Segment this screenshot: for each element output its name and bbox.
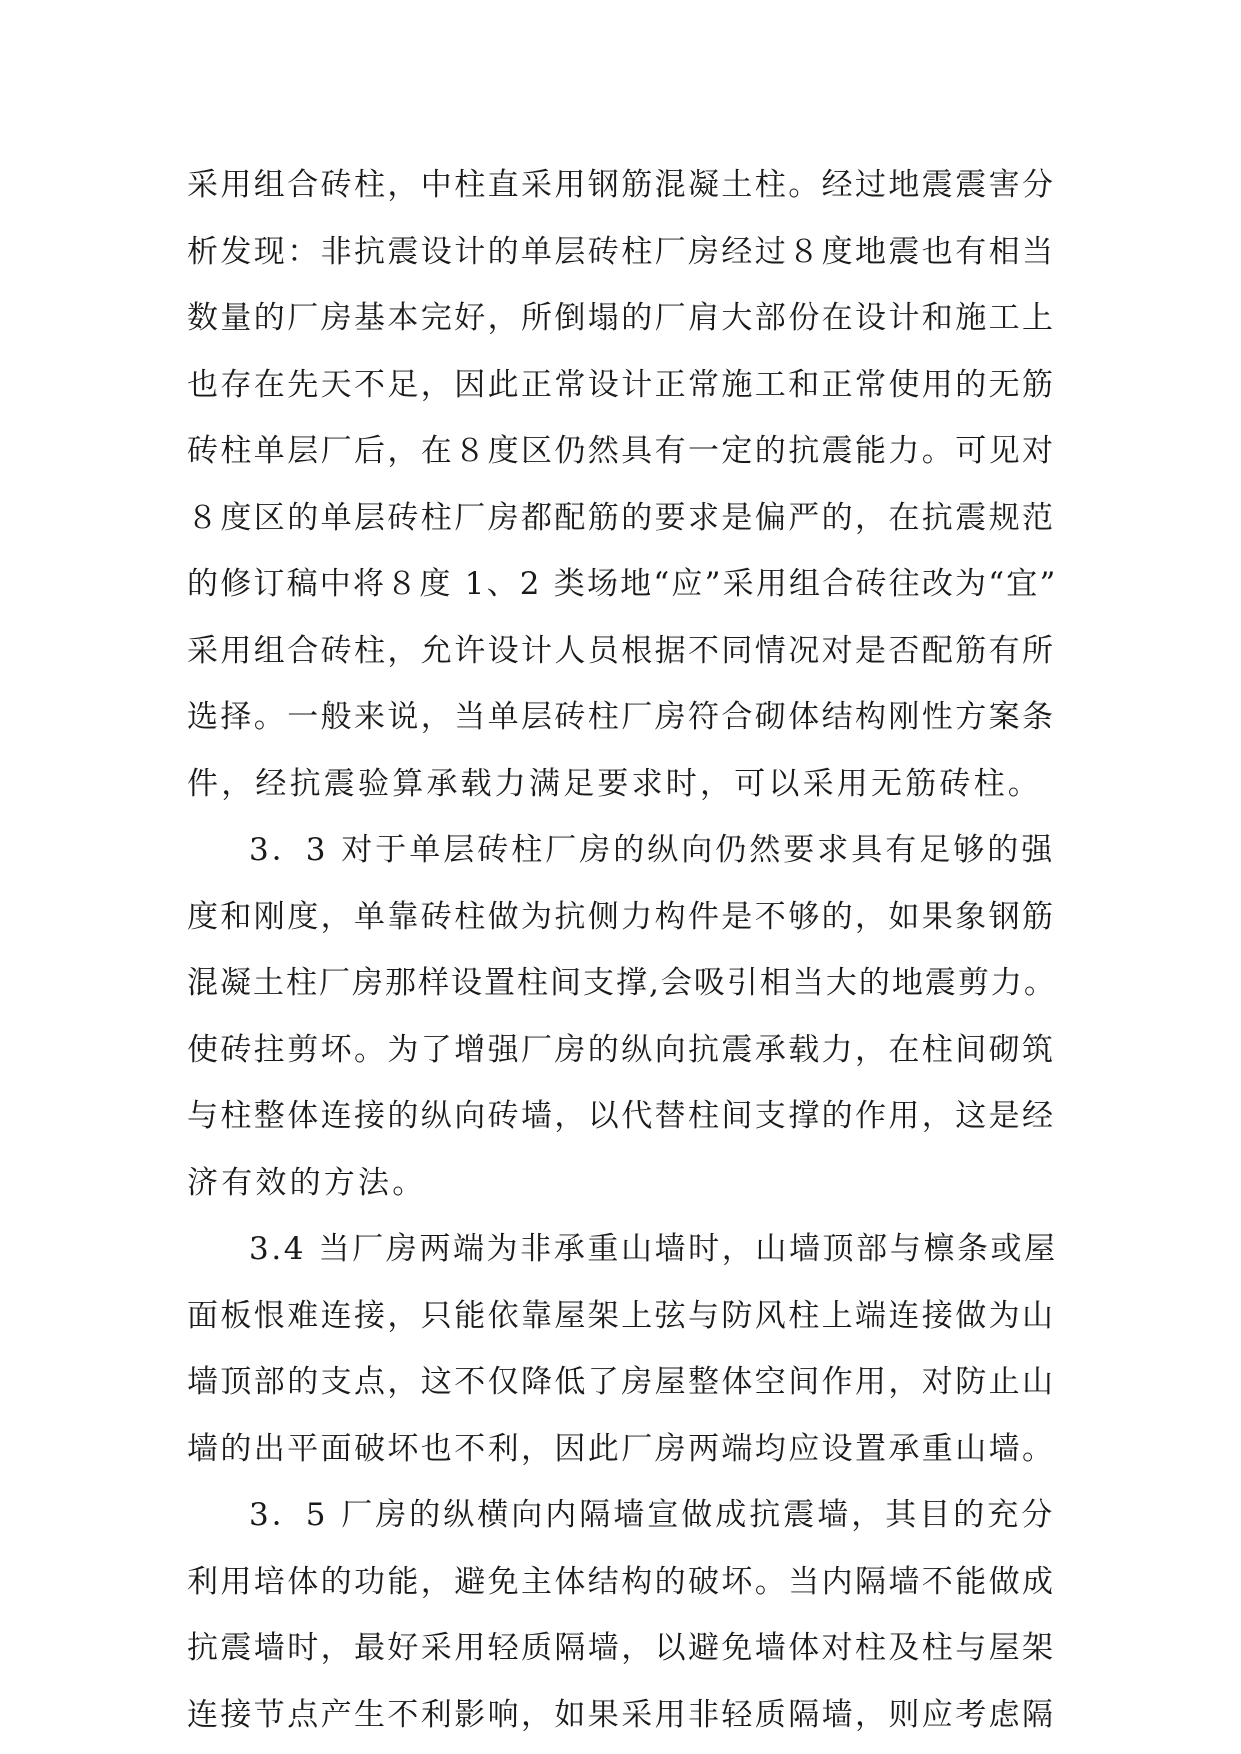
- text-line: 抗震墙时，最好采用轻质隔墙，以避免墙体对柱及柱与屋架: [187, 1630, 1056, 1666]
- text-line: 混凝土柱厂房那样设置柱间支撑,会吸引相当大的地震剪力。: [187, 965, 1057, 1001]
- text-line: 件，经抗震验算承载力满足要求时，可以采用无筋砖柱。: [187, 765, 1042, 802]
- text-line: 连接节点产生不利影响，如果采用非轻质隔墙，则应考虑隔: [187, 1696, 1056, 1733]
- text-line: 砖柱单层厂后，在８度区仍然具有一定的抗震能力。可见对: [187, 433, 1056, 469]
- text-line: 与柱整体连接的纵向砖墙，以代替柱间支撑的作用，这是经: [187, 1098, 1056, 1134]
- text-line: 墙的出平面破坏也不利，因此厂房两端均应设置承重山墙。: [187, 1430, 1056, 1467]
- text-line: ８度区的单层砖柱厂房都配筋的要求是偏严的，在抗震规范: [187, 499, 1056, 536]
- text-line: 3．3 对于单层砖柱厂房的纵向仍然要求具有足够的强: [249, 832, 1056, 868]
- text-line: 选择。一般来说，当单层砖柱厂房符合砌体结构刚性方案条: [187, 699, 1056, 735]
- text-line: 3．5 厂房的纵横向内隔墙宣做成抗震墙，其目的充分: [249, 1497, 1056, 1533]
- text-line: 数量的厂房基本完好，所倒塌的厂肩大部份在设计和施工上: [187, 300, 1056, 336]
- text-line: 3.4 当厂房两端为非承重山墙时，山墙顶部与檩条或屋: [249, 1231, 1058, 1267]
- text-line: 的修订稿中将８度 1、2 类场地“应”采用组合砖往改为“宜”: [187, 566, 1058, 602]
- body-text: [187, 152, 1057, 1748]
- text-line: 度和刚度，单靠砖柱做为抗侧力构件是不够的，如果象钢筋: [187, 898, 1056, 935]
- text-line: 也存在先天不足，因此正常设计正常施工和正常使用的无筋: [187, 366, 1056, 403]
- text-line: 墙顶部的支点，这不仅降低了房屋整体空间作用，对防止山: [187, 1364, 1056, 1400]
- text-line: 面板恨难连接，只能依靠屋架上弦与防风柱上端连接做为山: [187, 1297, 1056, 1334]
- text-line: 采用组合砖柱，中柱直采用钢筋混凝土柱。经过地震震害分: [187, 167, 1056, 203]
- text-line: 使砖拄剪坏。为了增强厂房的纵向抗震承载力，在柱间砌筑: [187, 1031, 1056, 1068]
- text-line: 利用培体的功能，避免主体结构的破坏。当内隔墙不能做成: [187, 1563, 1056, 1600]
- text-line: 济有效的方法。: [187, 1164, 427, 1201]
- text-line: 析发现：非抗震设计的单层砖柱厂房经过８度地震也有相当: [187, 233, 1056, 270]
- text-line: 采用组合砖柱，允许设计人员根据不同情况对是否配筋有所: [187, 632, 1056, 669]
